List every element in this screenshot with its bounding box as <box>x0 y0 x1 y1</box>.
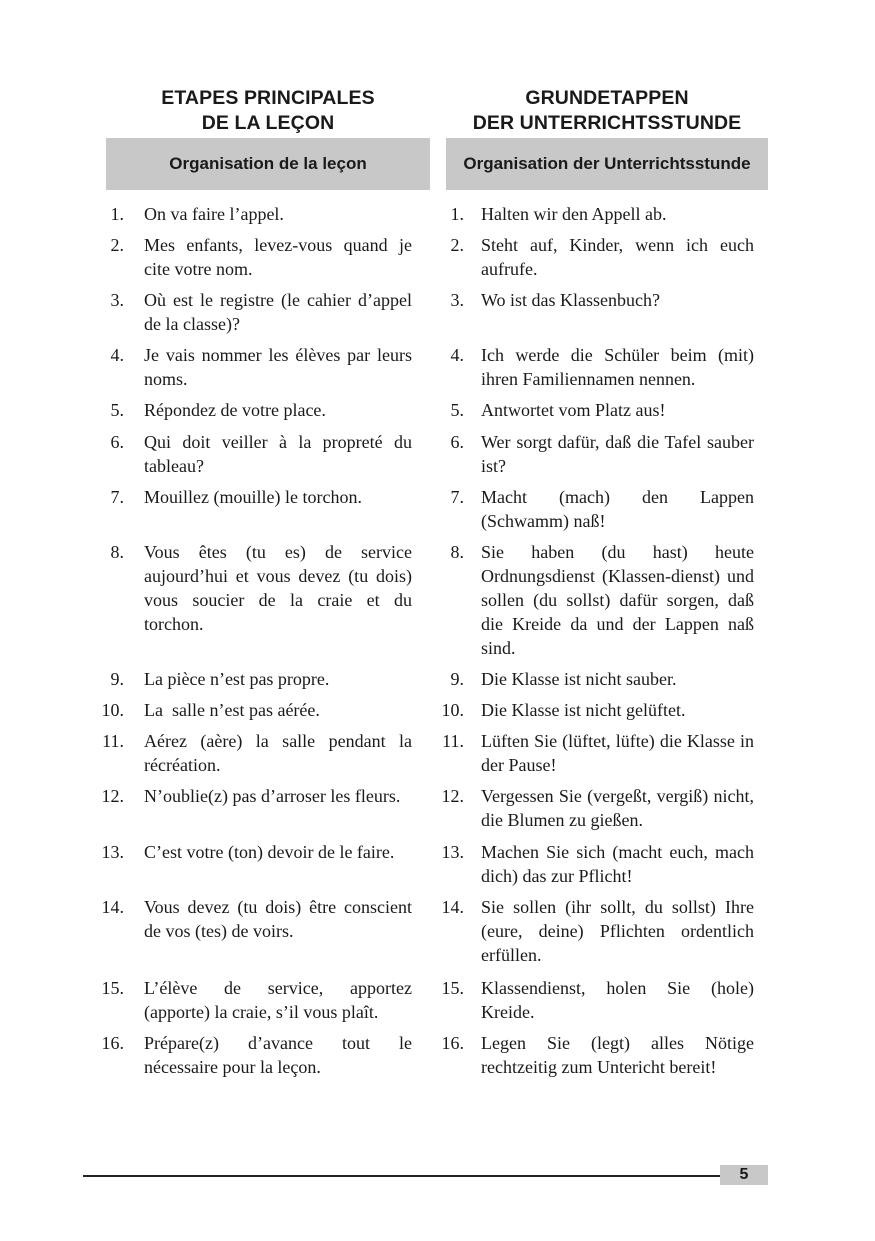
item-text: C’est votre (ton) devoir de le faire. <box>144 842 395 862</box>
item-text: La salle n’est pas aérée. <box>144 700 320 720</box>
item-number: 8. <box>450 542 464 562</box>
item-number: 5. <box>450 400 464 420</box>
item-text: L’élève de service, apportez (apporte) la craie, s’il vous plaît. <box>144 978 412 1022</box>
item-number: 4. <box>450 345 464 365</box>
item-text: Sie sollen (ihr sollt, du sollst) Ihre (eure, deine) Pflichten ordentlich erfüllen. <box>481 897 754 965</box>
item-number: 3. <box>110 290 124 310</box>
item-number: 9. <box>110 669 124 689</box>
item-number: 15. <box>441 978 464 998</box>
item-number: 14. <box>441 897 464 917</box>
page-number: 5 <box>720 1165 768 1185</box>
french-title-line-1: ETAPES PRINCIPALES <box>161 87 375 109</box>
item-text: Sie haben (du hast) heute Ordnungsdienst (Klassen-dienst) und sollen (du sollst) dafür sorgen, daß die Kreide da und der Lappen naß sind. <box>481 542 754 658</box>
item-text: Die Klasse ist nicht gelüftet. <box>481 700 686 720</box>
item-number: 15. <box>101 978 124 998</box>
item-text: Legen Sie (legt) alles Nötige rechtzeitig zum Untericht bereit! <box>481 1033 754 1077</box>
item-number: 12. <box>101 786 124 806</box>
german-title <box>446 86 768 136</box>
item-text: Mes enfants, levez-vous quand je cite votre nom. <box>144 235 412 279</box>
item-number: 6. <box>110 432 124 452</box>
item-number: 1. <box>110 204 124 224</box>
item-number: 12. <box>441 786 464 806</box>
item-number: 7. <box>450 487 464 507</box>
item-text: Qui doit veiller à la propreté du tableau? <box>144 432 412 476</box>
item-number: 11. <box>442 731 464 751</box>
item-number: 1. <box>450 204 464 224</box>
item-text: N’oublie(z) pas d’arroser les fleurs. <box>144 786 401 806</box>
german-section-header: Organisation der Unterrichtsstunde <box>446 138 768 190</box>
item-text: Steht auf, Kinder, wenn ich euch aufrufe. <box>481 235 754 279</box>
item-number: 16. <box>441 1033 464 1053</box>
item-text: Mouillez (mouille) le torchon. <box>144 487 362 507</box>
item-text: Wer sorgt dafür, daß die Tafel sauber ist? <box>481 432 754 476</box>
item-text: Antwortet vom Platz aus! <box>481 400 666 420</box>
french-title-line-2: DE LA LEÇON <box>201 112 335 134</box>
item-number: 16. <box>101 1033 124 1053</box>
item-text: Prépare(z) d’avance tout le nécessaire pour la leçon. <box>144 1033 412 1077</box>
item-number: 3. <box>450 290 464 310</box>
item-text: Klassendienst, holen Sie (hole) Kreide. <box>481 978 754 1022</box>
french-title <box>106 86 430 136</box>
item-number: 11. <box>102 731 124 751</box>
item-number: 7. <box>110 487 124 507</box>
german-title-line-2: DER UNTERRICHTSSTUNDE <box>472 112 742 134</box>
item-number: 2. <box>110 235 124 255</box>
item-text: Ich werde die Schüler beim (mit) ihren Familiennamen nennen. <box>481 345 754 389</box>
item-number: 5. <box>110 400 124 420</box>
french-section-header: Organisation de la leçon <box>106 138 430 190</box>
item-text: La pièce n’est pas propre. <box>144 669 330 689</box>
item-text: On va faire l’appel. <box>144 204 284 224</box>
item-number: 2. <box>450 235 464 255</box>
item-text: Vous devez (tu dois) être conscient de vos (tes) de voirs. <box>144 897 412 941</box>
item-text: Macht (mach) den Lappen (Schwamm) naß! <box>481 487 754 531</box>
item-text: Lüften Sie (lüftet, lüfte) die Klasse in der Pause! <box>481 731 754 775</box>
item-text: Wo ist das Klassenbuch? <box>481 290 661 310</box>
item-text: Vergessen Sie (vergeßt, vergiß) nicht, die Blumen zu gießen. <box>481 786 754 830</box>
item-number: 6. <box>450 432 464 452</box>
item-text: Halten wir den Appell ab. <box>481 204 667 224</box>
item-text: Répondez de votre place. <box>144 400 326 420</box>
item-number: 13. <box>441 842 464 862</box>
german-title-line-1: GRUNDETAPPEN <box>525 87 689 109</box>
item-number: 9. <box>450 669 464 689</box>
item-number: 13. <box>101 842 124 862</box>
item-number: 4. <box>110 345 124 365</box>
item-number: 10. <box>101 700 124 720</box>
item-number: 14. <box>101 897 124 917</box>
item-text: Où est le registre (le cahier d’appel de la classe)? <box>144 290 412 334</box>
item-number: 8. <box>110 542 124 562</box>
item-text: Vous êtes (tu es) de service aujourd’hui et vous devez (tu dois) vous soucier de la craie et du torchon. <box>144 542 412 634</box>
footer-rule <box>83 1175 723 1177</box>
item-text: Je vais nommer les élèves par leurs noms. <box>144 345 412 389</box>
item-text: Aérez (aère) la salle pendant la récréation. <box>144 731 412 775</box>
item-number: 10. <box>441 700 464 720</box>
item-text: Die Klasse ist nicht sauber. <box>481 669 677 689</box>
item-text: Machen Sie sich (macht euch, mach dich) das zur Pflicht! <box>481 842 754 886</box>
